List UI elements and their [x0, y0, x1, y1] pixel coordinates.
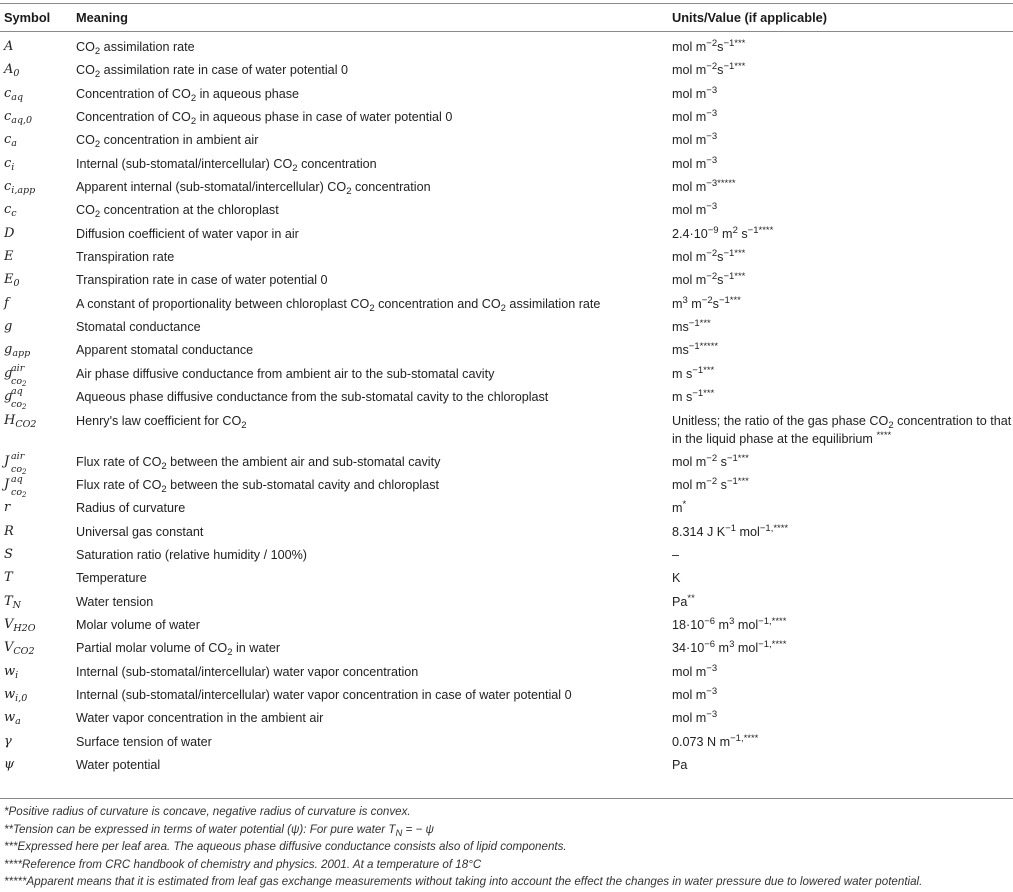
meaning-cell: Concentration of $CO_2$ in aqueous phase in case of water potential 0 [76, 110, 453, 128]
units-cell: $2.4\cdot 10^{-9}$ $m^2$ $s^{-1****}$ [672, 224, 774, 241]
symbol-cell: T [4, 570, 13, 586]
meaning-cell: Diffusion coefficient of water vapor in air [76, 226, 299, 241]
units-cell: mol $m^{-2}s^{-1***}$ [672, 248, 746, 265]
symbol-cell: $c_{i,app}$ [4, 179, 36, 197]
table-header-row [0, 6, 1013, 30]
meaning-cell: Internal (sub-stomatal/intercellular) water vapor concentration in case of water potential 0 [76, 687, 572, 702]
units-cell: $ms^{-1*****}$ [672, 341, 719, 358]
symbol-cell: g [4, 319, 13, 335]
table-row [0, 730, 1013, 753]
symbol-cell: ψ [4, 756, 15, 772]
units-cell: mol $m^{-3}$ [672, 84, 718, 101]
table-row [0, 152, 1013, 175]
footnote: ****Reference from CRC handbook of chemistry and physics. 2001. At a temperature of 18°C [4, 857, 482, 871]
table-row [0, 706, 1013, 729]
units-cell: Unitless; the ratio of the gas phase $CO_2$ concentration to that in the liquid phase at the equilibrium **** [672, 413, 1012, 446]
meaning-cell: Partial molar volume of $CO_2$ in water [76, 641, 281, 659]
symbol-cell: g air $co_2$ [4, 362, 27, 388]
units-cell: mol $m^{-2}s^{-1***}$ [672, 271, 746, 288]
table-row [0, 82, 1013, 105]
units-cell: m $s^{-1***}$ [672, 364, 715, 381]
header-meaning: Meaning [76, 10, 128, 25]
units-cell: mol $m^{-3}$ [672, 662, 718, 679]
meaning-cell: Stomatal conductance [76, 320, 201, 335]
units-cell: mol $m^{-3}$ [672, 131, 718, 148]
symbol-cell: A [4, 39, 14, 54]
meaning-cell: Universal gas constant [76, 524, 204, 539]
footnote: *Positive radius of curvature is concave, negative radius of curvature is convex. [4, 805, 411, 818]
symbol-cell: $H_{CO2}$ [4, 412, 37, 430]
meaning-cell: $CO_2$ assimilation rate [76, 40, 195, 57]
units-cell: $m^3$ $m^{-2}s^{-1***}$ [672, 294, 741, 311]
symbol-cell: r [4, 500, 11, 516]
symbol-cell: $c_i$ [4, 155, 15, 173]
units-cell: mol $m^{-3}$ [672, 201, 718, 218]
meaning-cell: Temperature [76, 571, 147, 586]
units-cell: mol $m^{-2}$ $s^{-1***}$ [672, 475, 749, 492]
table-row [0, 385, 1013, 412]
symbol-cell: γ [4, 733, 12, 749]
header-symbol: Symbol [4, 10, 51, 25]
table-row [0, 222, 1013, 245]
table-row [0, 450, 1013, 476]
meaning-cell: Water potential [76, 757, 161, 772]
units-cell: mol $m^{-3}$ [672, 154, 718, 171]
table-row [0, 175, 1013, 198]
table-row [0, 338, 1013, 361]
symbol-cell: D [4, 225, 15, 241]
symbol-cell: $g_{app}$ [4, 342, 31, 360]
units-cell: mol $m^{-3}$ [672, 709, 718, 726]
table-bottom-rule [0, 798, 1013, 799]
meaning-cell: Saturation ratio (relative humidity / 100%) [76, 547, 307, 562]
units-cell: 8.314 J $K^{-1}$ mol$^{-1,****}$ [672, 522, 789, 539]
symbol-cell: J air $co_2$ [4, 450, 27, 476]
symbol-cell: $c_{aq,0}$ [4, 109, 33, 127]
meaning-cell: $CO_2$ concentration in ambient air [76, 133, 259, 151]
symbol-cell: g aq $co_2$ [4, 386, 27, 412]
meaning-cell: Flux rate of $CO_2$ between the sub-stomatal cavity and chloroplast [76, 477, 440, 495]
symbol-cell: $w_i$ [4, 663, 19, 681]
footnote: **Tension can be expressed in terms of water potential (ψ): For pure water $T_N$ = − ψ [4, 822, 434, 839]
table-row [0, 660, 1013, 683]
symbol-cell: E [4, 249, 14, 265]
meaning-cell: Molar volume of water [76, 617, 200, 632]
meaning-cell: Transpiration rate [76, 250, 175, 265]
meaning-cell: Concentration of $CO_2$ in aqueous phase [76, 86, 300, 104]
units-cell: 0.073 N $m^{-1,****}$ [672, 732, 759, 749]
table-row [0, 268, 1013, 291]
meaning-cell: $CO_2$ assimilation rate in case of water potential 0 [76, 63, 348, 81]
units-cell: mol $m^{-2}s^{-1***}$ [672, 61, 746, 78]
footnotes [4, 803, 1010, 891]
meaning-cell: A constant of proportionality between chloroplast $CO_2$ concentration and $CO_2$ assimilation rate [76, 296, 601, 314]
table-row [0, 362, 1013, 388]
meaning-cell: Internal (sub-stomatal/intercellular) water vapor concentration [76, 664, 419, 679]
symbol-cell: R [4, 523, 14, 539]
table-row [0, 613, 1013, 636]
units-cell: – [672, 547, 680, 562]
table-row [0, 520, 1013, 543]
meaning-cell: $CO_2$ concentration at the chloroplast [76, 203, 279, 221]
symbol-cell: J aq $co_2$ [4, 473, 27, 499]
table-row [0, 35, 1013, 58]
table-header-rule [0, 31, 1013, 32]
meaning-cell: Aqueous phase diffusive conductance from the sub-stomatal cavity to the chloroplast [76, 390, 549, 405]
symbol-cell: $w_a$ [4, 710, 21, 728]
table-row [0, 566, 1013, 589]
units-cell: $34\cdot 10^{-6}$ $m^3$ mol$^{-1,****}$ [672, 639, 787, 656]
meaning-cell: Apparent stomatal conductance [76, 343, 254, 358]
table-row [0, 128, 1013, 151]
meaning-cell: Flux rate of $CO_2$ between the ambient air and sub-stomatal cavity [76, 454, 441, 472]
table-row [0, 245, 1013, 268]
table-top-rule [0, 3, 1013, 4]
units-cell: mol $m^{-3}$ [672, 685, 718, 702]
units-cell: mol $m^{-3}$ [672, 108, 718, 125]
units-cell: $ms^{-1***}$ [672, 318, 711, 335]
table-row [0, 315, 1013, 338]
table-body [0, 35, 1013, 776]
symbol-cell: $E_0$ [4, 272, 20, 290]
units-cell: Pa** [672, 592, 695, 609]
meaning-cell: Air phase diffusive conductance from ambient air to the sub-stomatal cavity [76, 366, 495, 381]
table-row [0, 58, 1013, 81]
units-cell: Pa [672, 757, 688, 772]
table-row [0, 105, 1013, 128]
footnote: *****Apparent means that it is estimated from leaf gas exchange measurements without taking into account the effect the changes in water pressure due to lowered water potential. [4, 875, 923, 889]
meaning-cell: Internal (sub-stomatal/intercellular) $CO_2$ concentration [76, 156, 377, 174]
symbol-cell: $c_a$ [4, 132, 17, 150]
units-cell: m $s^{-1***}$ [672, 388, 715, 405]
table-row [0, 496, 1013, 519]
units-cell: m* [672, 499, 687, 516]
meaning-cell: Water tension [76, 594, 154, 609]
units-cell: mol $m^{-2}s^{-1***}$ [672, 38, 746, 54]
symbol-cell: f [4, 295, 9, 311]
table-row [0, 543, 1013, 566]
units-cell: $18\cdot 10^{-6}$ $m^3$ mol$^{-1,****}$ [672, 615, 787, 632]
table-row [0, 473, 1013, 499]
table-row [0, 753, 1013, 776]
symbol-cell: $V_{CO2}$ [4, 640, 35, 658]
meaning-cell: Water vapor concentration in the ambient air [76, 711, 324, 726]
table-row [0, 198, 1013, 221]
symbol-cell: $c_c$ [4, 202, 17, 220]
meaning-cell: Henry's law coefficient for $CO_2$ [76, 413, 247, 431]
units-cell: K [672, 571, 681, 586]
symbol-cell: $A_0$ [4, 62, 20, 80]
table-row [0, 683, 1013, 706]
table-row [0, 636, 1013, 659]
symbol-cell: $T_N$ [4, 593, 21, 611]
meaning-cell: Surface tension of water [76, 734, 212, 749]
table-row [0, 590, 1013, 613]
table-row [0, 409, 1013, 450]
units-cell: mol $m^{-2}$ $s^{-1***}$ [672, 452, 749, 469]
symbol-cell: $w_{i,0}$ [4, 686, 28, 704]
units-cell: mol $m^{-3*****}$ [672, 178, 736, 195]
symbol-cell: $V_{H2O}$ [4, 616, 36, 634]
meaning-cell: Apparent internal (sub-stomatal/intercellular) $CO_2$ concentration [76, 180, 431, 198]
meaning-cell: Radius of curvature [76, 501, 186, 516]
table-row [0, 292, 1013, 315]
symbol-cell: $c_{aq}$ [4, 85, 24, 103]
footnote: ***Expressed here per leaf area. The aqueous phase diffusive conductance consists also of lipid components. [4, 840, 567, 854]
symbol-cell: S [4, 546, 13, 562]
header-units: Units/Value (if applicable) [672, 10, 828, 25]
meaning-cell: Transpiration rate in case of water potential 0 [76, 273, 328, 288]
